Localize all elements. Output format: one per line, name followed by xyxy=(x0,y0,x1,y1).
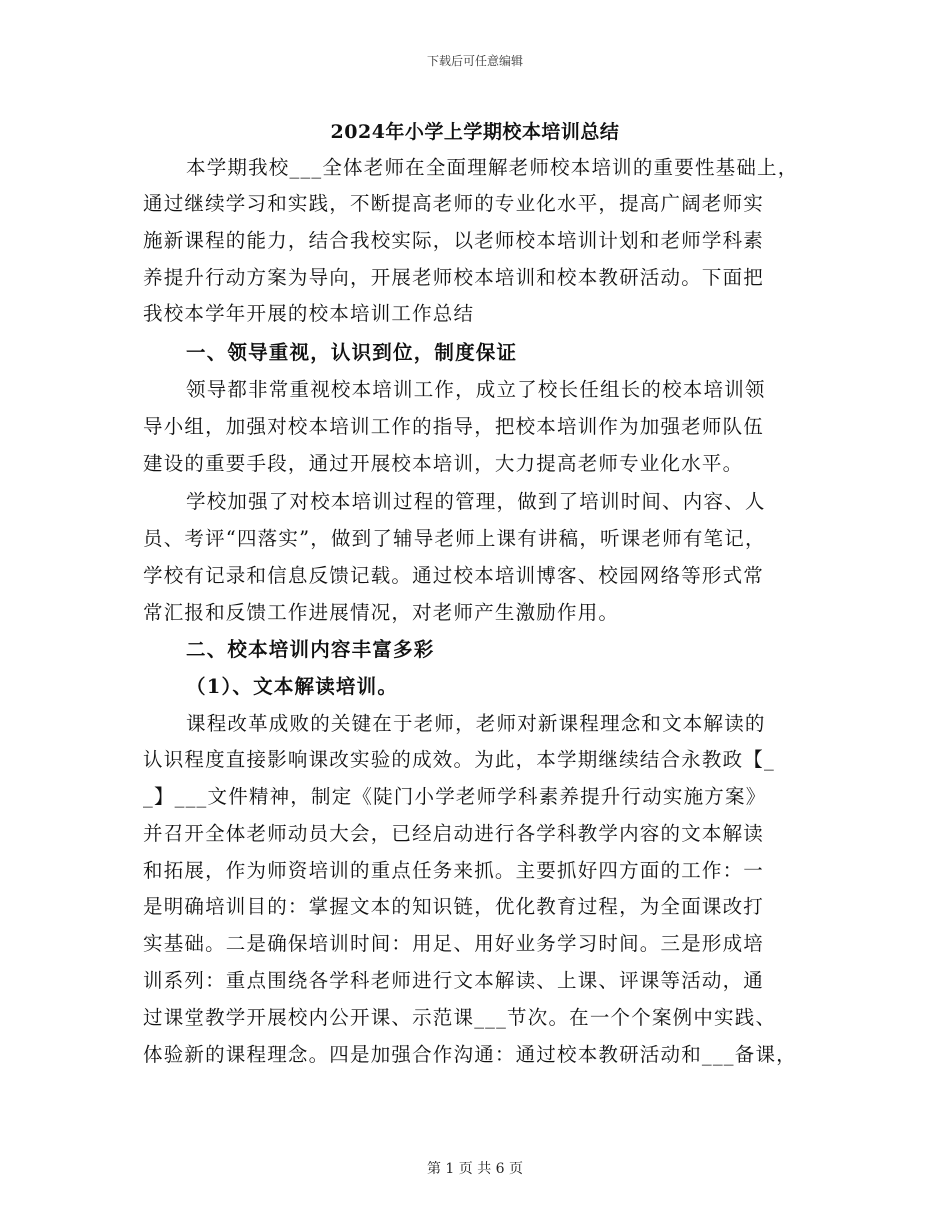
paragraph-line: 实基础。二是确保培训时间：用足、用好业务学习时间。三是形成培 xyxy=(143,932,765,955)
page-header: 下载后可任意编辑 xyxy=(426,54,523,68)
section-heading: 二、校本培训内容丰富多彩 xyxy=(186,638,435,661)
paragraph-line: 和拓展，作为师资培训的重点任务来抓。主要抓好四方面的工作：一 xyxy=(143,859,765,882)
paragraph-line: 体验新的课程理念。四是加强合作沟通：通过校本教研活动和___备课， xyxy=(143,1043,797,1066)
paragraph-line: 养提升行动方案为导向，开展老师校本培训和校本教研活动。下面把 xyxy=(143,266,765,289)
section-heading: 一、领导重视，认识到位，制度保证 xyxy=(186,341,518,364)
paragraph-line: 施新课程的能力，结合我校实际，以老师校本培训计划和老师学科素 xyxy=(143,229,765,252)
paragraph-line: 训系列：重点围绕各学科老师进行文本解读、上课、评课等活动，通 xyxy=(143,969,765,992)
paragraph-line: 本学期我校___全体老师在全面理解老师校本培训的重要性基础上， xyxy=(186,156,799,179)
paragraph-line: 常汇报和反馈工作进展情况，对老师产生激励作用。 xyxy=(143,601,620,624)
paragraph-line: 学校加强了对校本培训过程的管理，做到了培训时间、内容、人 xyxy=(186,490,766,513)
paragraph-line: 认识程度直接影响课改实验的成效。为此，本学期继续结合永教政【_ xyxy=(143,748,775,771)
paragraph-line: 导小组，加强对校本培训工作的指导，把校本培训作为加强老师队伍 xyxy=(143,415,765,438)
paragraph-line: 并召开全体老师动员大会，已经启动进行各学科教学内容的文本解读 xyxy=(143,822,765,845)
paragraph-line: 课程改革成败的关键在于老师，老师对新课程理念和文本解读的 xyxy=(186,712,766,735)
page-footer: 第 1 页 共 6 页 xyxy=(426,1161,524,1177)
paragraph-line: 学校有记录和信息反馈记载。通过校本培训博客、校园网络等形式常 xyxy=(143,564,765,587)
paragraph-line: 建设的重要手段，通过开展校本培训，大力提高老师专业化水平。 xyxy=(143,452,744,475)
subsection-heading: （1）、文本解读培训。 xyxy=(186,675,399,698)
paragraph-line: 是明确培训目的：掌握文本的知识链，优化教育过程，为全面课改打 xyxy=(143,895,765,918)
paragraph-line: _】___文件精神，制定《陡门小学老师学科素养提升行动实施方案》 xyxy=(143,785,767,808)
paragraph-line: 我校本学年开展的校本培训工作总结 xyxy=(143,302,475,325)
paragraph-line: 通过继续学习和实践，不断提高老师的专业化水平，提高广阔老师实 xyxy=(143,192,765,215)
paragraph-line: 领导都非常重视校本培训工作，成立了校长任组长的校本培训领 xyxy=(186,378,766,401)
paragraph-line: 过课堂教学开展校内公开课、示范课___节次。在一个个案例中实践、 xyxy=(143,1006,777,1029)
document-title: 2024年小学上学期校本培训总结 xyxy=(330,121,620,143)
paragraph-line: 员、考评“四落实”，做到了辅导老师上课有讲稿，听课老师有笔记， xyxy=(143,527,766,550)
